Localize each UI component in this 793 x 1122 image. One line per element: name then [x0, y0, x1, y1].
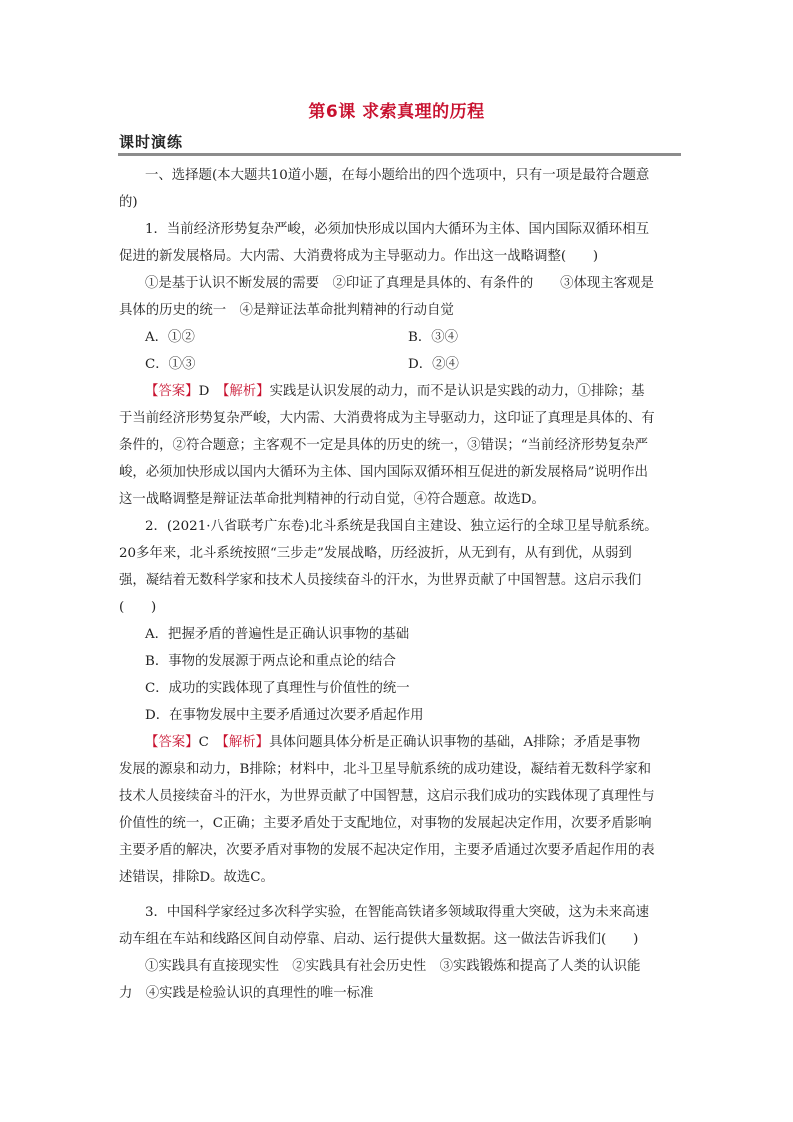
q2-analysis-tag: 【解析】: [222, 735, 270, 750]
q2-stem-line-3: 强，凝结着无数科学家和技术人员接续奋斗的汗水，为世界贡献了中国智慧。这启示我们: [119, 573, 642, 588]
lesson-title: 第6课 求索真理的历程: [308, 102, 485, 122]
q2-stem-line-2: 20多年来，北斗系统按照“三步走”发展战略，历经波折，从无到有，从有到优，从弱到: [119, 546, 632, 561]
q2-analysis-line-2: 发展的源泉和动力，B排除；材料中，北斗卫星导航系统的成功建设，凝结着无数科学家和: [119, 762, 652, 777]
q1-option-d: D．②④: [408, 357, 459, 372]
q1-stem-line-1: 1．当前经济形势复杂严峻，必须加快形成以国内大循环为主体、国内国际双循环相互: [145, 222, 649, 237]
q2-answer-tag: 【答案】: [145, 735, 199, 750]
q2-answer: C: [198, 735, 209, 750]
q2-analysis-line-4: 价值性的统一，C正确；主要矛盾处于支配地位，对事物的发展起决定作用，次要矛盾影响: [119, 816, 652, 831]
q2-option-b: B．事物的发展源于两点论和重点论的结合: [145, 654, 396, 669]
q2-answer-line: [145, 734, 640, 752]
q3-items-line-1: ①实践具有直接现实性 ②实践具有社会历史性 ③实践锻炼和提高了人类的认识能: [145, 959, 641, 974]
q2-analysis-line-1: 具体问题具体分析是正确认识事物的基础，A排除；矛盾是事物: [269, 735, 641, 750]
q2-stem-line-4: ( ): [119, 600, 157, 615]
q2-analysis-line-6: 述错误，排除D。故选C。: [119, 870, 274, 885]
section-divider: [118, 153, 681, 156]
q1-answer-line: [145, 383, 645, 401]
q2-option-d: D．在事物发展中主要矛盾通过次要矛盾起作用: [145, 708, 424, 723]
q2-stem-line-1: 2．(2021·八省联考广东卷)北斗系统是我国自主建设、独立运行的全球卫星导航系统。: [145, 519, 658, 534]
q2-option-c: C．成功的实践体现了真理性与价值性的统一: [145, 681, 410, 696]
q1-analysis-tag: 【解析】: [222, 384, 270, 399]
q2-option-a: A．把握矛盾的普遍性是正确认识事物的基础: [145, 627, 410, 642]
q1-analysis-line-5: 这一战略调整是辩证法革命批判精神的行动自觉，④符合题意。故选D。: [119, 492, 545, 507]
q1-items-line-1: ①是基于认识不断发展的需要 ②印证了真理是具体的、有条件的 ③体现主客观是: [145, 276, 654, 291]
q1-option-b: B．③④: [408, 330, 459, 345]
q3-stem-line-2: 动车组在车站和线路区间自动停靠、启动、运行提供大量数据。这一做法告诉我们( ): [119, 932, 639, 947]
q1-option-c: C．①③: [145, 357, 196, 372]
intro-line-1: 一、选择题(本大题共10道小题，在每小题给出的四个选项中，只有一项是最符合题意: [145, 168, 650, 183]
q1-analysis-line-1: 实践是认识发展的动力，而不是认识是实践的动力，①排除；基: [269, 384, 645, 399]
q3-items-line-2: 力 ④实践是检验认识的真理性的唯一标准: [119, 986, 374, 1001]
q1-answer-tag: 【答案】: [145, 384, 199, 399]
q2-analysis-line-5: 主要矛盾的解决，次要矛盾对事物的发展不起决定作用，主要矛盾通过次要矛盾起作用的表: [119, 843, 655, 858]
q3-stem-line-1: 3．中国科学家经过多次科学实验，在智能高铁诸多领域取得重大突破，这为未来高速: [145, 905, 649, 920]
q1-stem-line-2: 促进的新发展格局。大内需、大消费将成为主导驱动力。作出这一战略调整( ): [119, 249, 599, 264]
intro-line-2: 的): [119, 195, 138, 210]
q1-items-line-2: 具体的历史的统一 ④是辩证法革命批判精神的行动自觉: [119, 303, 454, 318]
q1-answer: D: [198, 384, 210, 399]
q1-option-a: A．①②: [145, 330, 195, 345]
q1-analysis-line-3: 条件的，②符合题意；主客观不一定是具体的历史的统一，③错误；“当前经济形势复杂严: [119, 438, 649, 453]
q1-analysis-line-2: 于当前经济形势复杂严峻，大内需、大消费将成为主导驱动力，这印证了真理是具体的、有: [119, 411, 655, 426]
q2-analysis-line-3: 技术人员接续奋斗的汗水，为世界贡献了中国智慧，这启示我们成功的实践体现了真理性与: [119, 789, 655, 804]
q1-analysis-line-4: 峻，必须加快形成以国内大循环为主体、国内国际双循环相互促进的新发展格局”说明作出: [119, 465, 649, 480]
section-heading: 课时演练: [119, 133, 184, 151]
